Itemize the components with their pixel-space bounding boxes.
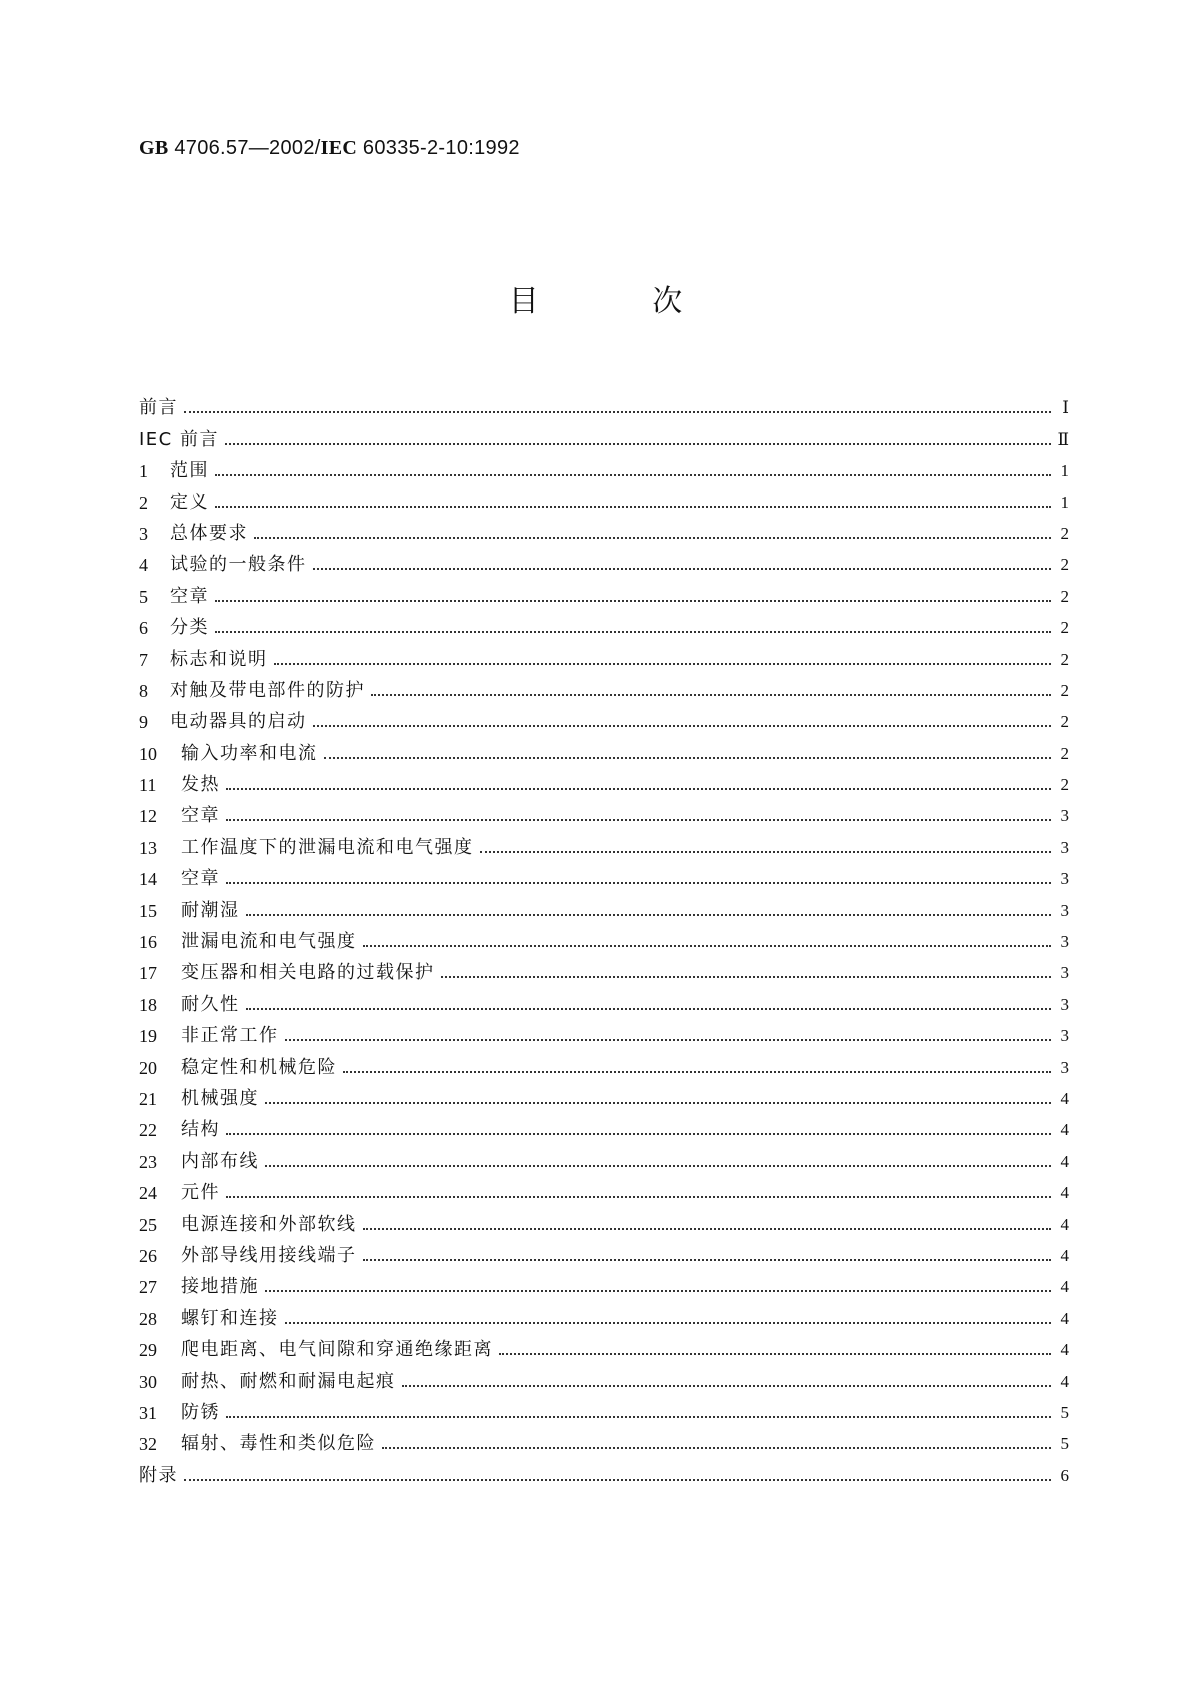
toc-entry-page: 2 <box>1060 775 1069 795</box>
toc-entry-number: 32 <box>139 1434 157 1455</box>
toc-entry[interactable] <box>139 1361 1069 1392</box>
toc-entry-label: 发热 <box>181 774 220 796</box>
toc-entry-number: 10 <box>139 743 157 764</box>
dot-leader <box>226 819 1051 821</box>
dot-leader <box>226 1133 1051 1135</box>
toc-entry-number: 26 <box>139 1245 157 1266</box>
toc-entry-number: 22 <box>139 1120 157 1141</box>
toc-entry-page: 6 <box>1060 1465 1069 1485</box>
toc-entry-number: 20 <box>139 1057 157 1078</box>
toc-entry-page: 4 <box>1060 1371 1069 1391</box>
toc-entry-label: 总体要求 <box>170 522 248 544</box>
toc-entry-page: 4 <box>1060 1120 1069 1140</box>
toc-entry-page: 2 <box>1060 743 1069 763</box>
toc-entry-label: 空章 <box>181 868 220 890</box>
toc-entry[interactable] <box>139 1424 1069 1455</box>
dot-leader <box>363 945 1052 947</box>
toc-entry[interactable] <box>139 1110 1069 1141</box>
toc-entry-label: 分类 <box>170 617 209 639</box>
dot-leader <box>363 1259 1052 1261</box>
dot-leader <box>265 1290 1051 1292</box>
toc-entry[interactable] <box>139 1330 1069 1361</box>
toc-entry-number: 19 <box>139 1026 157 1047</box>
toc-entry-page: 4 <box>1060 1277 1069 1297</box>
toc-entry-page: 4 <box>1060 1340 1069 1360</box>
toc-entry-label: 结构 <box>181 1119 220 1141</box>
toc-entry-page: 4 <box>1060 1151 1069 1171</box>
toc-entry-number: 28 <box>139 1308 157 1329</box>
toc-entry-label: 标志和说明 <box>170 648 268 670</box>
toc-entry-number: 8 <box>139 680 148 701</box>
toc-entry-page: 4 <box>1060 1183 1069 1203</box>
toc-entry[interactable] <box>139 1236 1069 1267</box>
dot-leader <box>441 976 1052 978</box>
toc-entry-page: 4 <box>1060 1214 1069 1234</box>
toc-entry-page: 4 <box>1060 1245 1069 1265</box>
toc-entry-label: 工作温度下的泄漏电流和电气强度 <box>181 836 474 858</box>
toc-entry-label: 对触及带电部件的防护 <box>170 679 365 701</box>
dot-leader <box>313 568 1052 570</box>
toc-entry[interactable] <box>139 576 1069 607</box>
table-of-contents <box>139 388 1069 1487</box>
toc-entry-number: 3 <box>139 523 148 544</box>
standard-code-suffix: 60335-2-10:1992 <box>357 137 520 159</box>
toc-entry-label: 耐久性 <box>181 993 240 1015</box>
toc-entry-number: 16 <box>139 932 157 953</box>
toc-entry-number: 6 <box>139 618 148 639</box>
toc-entry[interactable] <box>139 1298 1069 1329</box>
toc-entry-page: 1 <box>1060 492 1069 512</box>
toc-entry[interactable] <box>139 1141 1069 1172</box>
toc-entry-label: 元件 <box>181 1182 220 1204</box>
toc-entry-label: 机械强度 <box>181 1087 259 1109</box>
toc-entry[interactable] <box>139 639 1069 670</box>
toc-entry[interactable] <box>139 859 1069 890</box>
toc-entry[interactable] <box>139 984 1069 1015</box>
toc-entry-label: 前言 <box>139 397 178 419</box>
toc-entry[interactable] <box>139 1016 1069 1047</box>
toc-entry-label: 防锈 <box>181 1401 220 1423</box>
toc-entry-label: 定义 <box>170 491 209 513</box>
toc-entry-page: 3 <box>1060 869 1069 889</box>
toc-entry-number: 15 <box>139 900 157 921</box>
toc-entry-page: 2 <box>1060 618 1069 638</box>
toc-entry[interactable] <box>139 953 1069 984</box>
toc-entry-page: 3 <box>1060 1026 1069 1046</box>
dot-leader <box>215 600 1051 602</box>
dot-leader <box>225 443 1051 445</box>
toc-entry-page: 1 <box>1060 461 1069 481</box>
toc-entry-label: 内部布线 <box>181 1150 259 1172</box>
toc-entry-label: 非正常工作 <box>181 1025 279 1047</box>
dot-leader <box>480 851 1052 853</box>
toc-entry[interactable] <box>139 765 1069 796</box>
toc-entry-label: 电动器具的启动 <box>170 711 307 733</box>
toc-entry-label: 耐热、耐燃和耐漏电起痕 <box>181 1370 396 1392</box>
toc-entry-page: 3 <box>1060 932 1069 952</box>
toc-entry-number: 11 <box>139 775 157 796</box>
dot-leader <box>499 1353 1051 1355</box>
toc-entry-page: 2 <box>1060 680 1069 700</box>
toc-entry[interactable] <box>139 796 1069 827</box>
toc-entry[interactable] <box>139 1173 1069 1204</box>
toc-entry-label: 试验的一般条件 <box>170 554 307 576</box>
dot-leader <box>265 1102 1051 1104</box>
toc-entry-number: 23 <box>139 1151 157 1172</box>
toc-entry-number: 21 <box>139 1088 157 1109</box>
toc-entry-page: 4 <box>1060 1088 1069 1108</box>
toc-entry[interactable] <box>139 1204 1069 1235</box>
toc-entry-label: 接地措施 <box>181 1276 259 1298</box>
dot-leader <box>371 694 1051 696</box>
toc-entry-label: 稳定性和机械危险 <box>181 1056 337 1078</box>
toc-entry[interactable] <box>139 1455 1069 1486</box>
toc-entry-label: 电源连接和外部软线 <box>181 1213 357 1235</box>
toc-entry-page: 2 <box>1060 712 1069 732</box>
dot-leader <box>324 757 1052 759</box>
standard-code-iec: IEC <box>320 137 358 159</box>
dot-leader <box>226 1196 1051 1198</box>
toc-entry[interactable] <box>139 1079 1069 1110</box>
toc-entry[interactable] <box>139 1393 1069 1424</box>
toc-entry-page: 2 <box>1060 523 1069 543</box>
dot-leader <box>254 537 1051 539</box>
toc-entry-number: 14 <box>139 869 157 890</box>
toc-entry-label: 空章 <box>181 805 220 827</box>
toc-entry-number: 12 <box>139 806 157 827</box>
toc-entry-label: 外部导线用接线端子 <box>181 1244 357 1266</box>
toc-entry-label: IEC 前言 <box>139 428 219 450</box>
standard-code <box>139 135 520 160</box>
dot-leader <box>226 788 1051 790</box>
toc-entry-page: 2 <box>1060 649 1069 669</box>
toc-entry-number: 27 <box>139 1277 157 1298</box>
toc-entry[interactable] <box>139 702 1069 733</box>
dot-leader <box>226 882 1051 884</box>
page-title: 目 次 <box>508 284 735 319</box>
toc-entry-number: 1 <box>139 461 148 482</box>
toc-entry-label: 输入功率和电流 <box>181 742 318 764</box>
toc-entry-number: 2 <box>139 492 148 513</box>
toc-entry-label: 辐射、毒性和类似危险 <box>181 1433 376 1455</box>
dot-leader <box>246 1008 1052 1010</box>
dot-leader <box>215 506 1051 508</box>
toc-entry-label: 附录 <box>139 1464 178 1486</box>
standard-code-prefix: GB <box>139 137 169 159</box>
toc-entry[interactable] <box>139 482 1069 513</box>
dot-leader <box>382 1447 1051 1449</box>
toc-entry-page: 3 <box>1060 994 1069 1014</box>
toc-entry-number: 17 <box>139 963 157 984</box>
dot-leader <box>285 1322 1052 1324</box>
toc-entry[interactable] <box>139 608 1069 639</box>
toc-entry[interactable] <box>139 827 1069 858</box>
toc-entry-number: 5 <box>139 586 148 607</box>
toc-entry[interactable] <box>139 890 1069 921</box>
toc-entry-number: 31 <box>139 1402 157 1423</box>
toc-entry[interactable] <box>139 388 1069 419</box>
toc-entry-label: 耐潮湿 <box>181 899 240 921</box>
toc-entry[interactable] <box>139 922 1069 953</box>
toc-entry[interactable] <box>139 671 1069 702</box>
toc-entry-number: 25 <box>139 1214 157 1235</box>
toc-entry-number: 7 <box>139 649 148 670</box>
toc-entry-page: Ⅱ <box>1057 429 1069 449</box>
toc-entry-number: 30 <box>139 1371 157 1392</box>
dot-leader <box>313 725 1052 727</box>
toc-entry-number: 29 <box>139 1340 157 1361</box>
toc-entry-page: 3 <box>1060 900 1069 920</box>
standard-code-mid: 4706.57—2002/ <box>168 137 321 159</box>
dot-leader <box>402 1385 1052 1387</box>
toc-entry-page: 3 <box>1060 837 1069 857</box>
dot-leader <box>363 1228 1052 1230</box>
dot-leader <box>226 1416 1051 1418</box>
toc-entry-number: 24 <box>139 1183 157 1204</box>
toc-entry[interactable] <box>139 733 1069 764</box>
toc-entry-label: 泄漏电流和电气强度 <box>181 931 357 953</box>
toc-entry[interactable] <box>139 545 1069 576</box>
toc-entry-number: 18 <box>139 994 157 1015</box>
toc-entry-label: 范围 <box>170 460 209 482</box>
toc-entry-number: 13 <box>139 837 157 858</box>
toc-entry-page: 2 <box>1060 555 1069 575</box>
dot-leader <box>343 1071 1051 1073</box>
dot-leader <box>215 474 1051 476</box>
toc-entry-page: 5 <box>1060 1402 1069 1422</box>
dot-leader <box>215 631 1051 633</box>
toc-entry-label: 空章 <box>170 585 209 607</box>
dot-leader <box>184 411 1051 413</box>
toc-entry-page: 3 <box>1060 806 1069 826</box>
toc-entry-page: 3 <box>1060 1057 1069 1077</box>
toc-entry[interactable] <box>139 1047 1069 1078</box>
toc-entry-number: 4 <box>139 555 148 576</box>
dot-leader <box>274 663 1052 665</box>
toc-entry-page: 4 <box>1060 1308 1069 1328</box>
toc-entry-page: 5 <box>1060 1434 1069 1454</box>
toc-entry-number: 9 <box>139 712 148 733</box>
toc-entry-page: 2 <box>1060 586 1069 606</box>
toc-entry-page: 3 <box>1060 963 1069 983</box>
toc-entry-label: 变压器和相关电路的过载保护 <box>181 962 435 984</box>
dot-leader <box>285 1039 1052 1041</box>
dot-leader <box>246 914 1052 916</box>
toc-entry[interactable] <box>139 419 1069 450</box>
toc-entry[interactable] <box>139 514 1069 545</box>
toc-entry-label: 爬电距离、电气间隙和穿通绝缘距离 <box>181 1339 493 1361</box>
toc-entry-page: Ⅰ <box>1062 398 1069 418</box>
toc-entry-label: 螺钉和连接 <box>181 1307 279 1329</box>
dot-leader <box>265 1165 1051 1167</box>
toc-entry[interactable] <box>139 451 1069 482</box>
toc-entry[interactable] <box>139 1267 1069 1298</box>
dot-leader <box>184 1479 1051 1481</box>
